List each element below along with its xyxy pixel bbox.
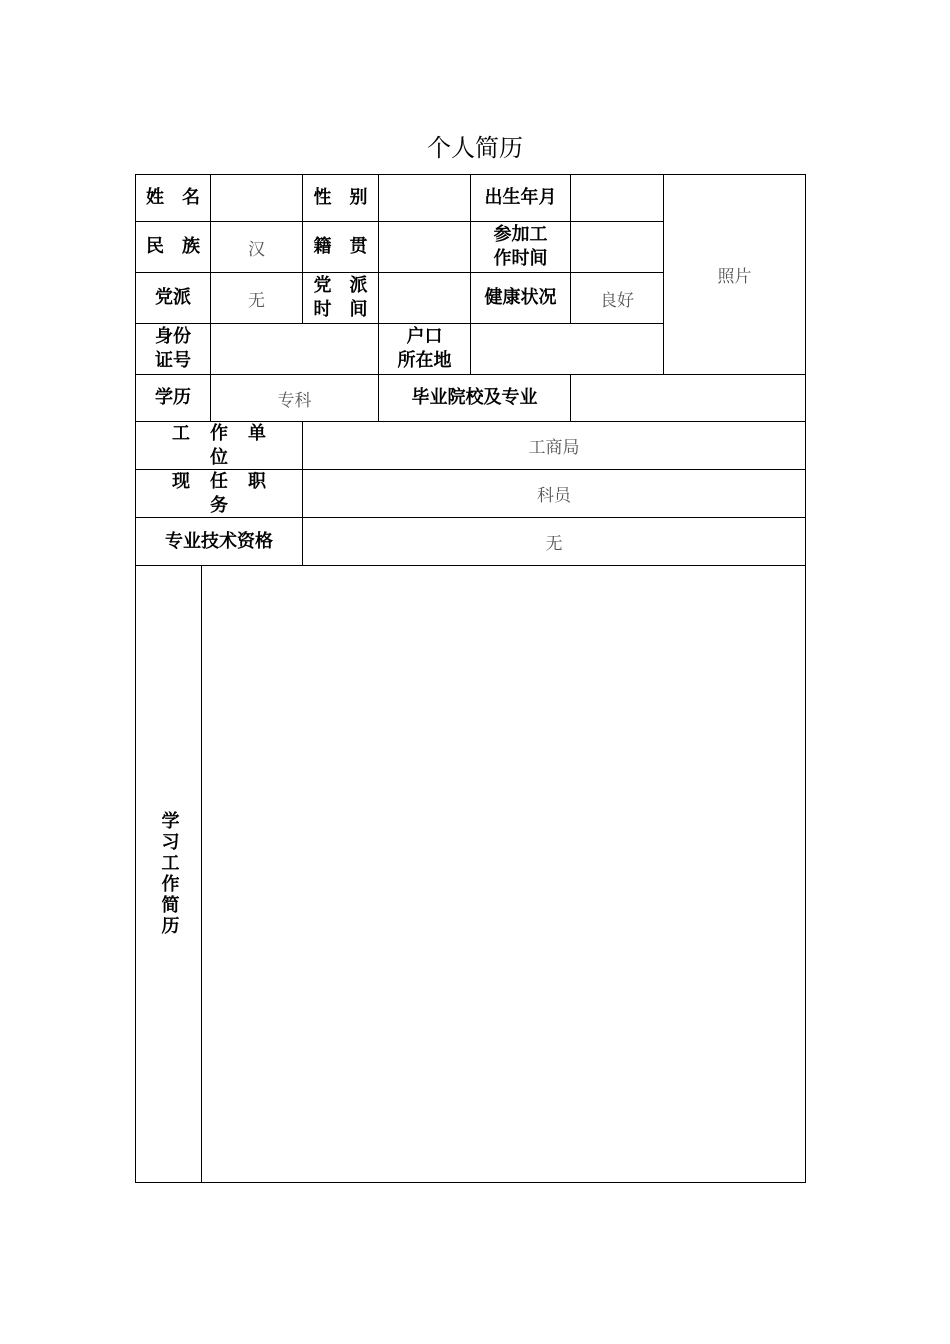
education-label: 学历 — [155, 387, 191, 408]
gender-field[interactable] — [379, 175, 470, 221]
birth-field[interactable] — [571, 175, 663, 221]
name-label: 姓 名 — [146, 187, 200, 208]
health-label: 健康状况 — [484, 287, 557, 308]
party-time-field[interactable] — [379, 273, 470, 323]
gender-label: 性 别 — [313, 187, 368, 208]
table-border-right — [805, 174, 806, 1183]
work-start-label-line1: 参加工 — [493, 224, 548, 245]
ethnicity-field[interactable]: 汉 — [248, 239, 265, 260]
native-place-field[interactable] — [379, 222, 470, 272]
hukou-label-line2: 所在地 — [397, 350, 452, 371]
work-start-field[interactable] — [571, 222, 663, 272]
id-number-label-line2: 证号 — [155, 350, 191, 371]
party-label: 党派 — [155, 287, 191, 308]
hukou-field[interactable] — [471, 324, 663, 374]
history-label — [136, 566, 201, 1182]
school-major-label: 毕业院校及专业 — [411, 387, 538, 408]
id-number-field[interactable] — [211, 324, 378, 374]
page-title: 个人简历 — [427, 134, 523, 162]
position-field[interactable]: 科员 — [537, 486, 571, 506]
photo-placeholder: 照片 — [717, 267, 752, 287]
education-field[interactable]: 专科 — [277, 390, 312, 411]
birth-label: 出生年月 — [484, 187, 557, 208]
qualification-label: 专业技术资格 — [165, 530, 273, 552]
hukou-label-line1: 户口 — [406, 326, 443, 347]
work-start-label — [471, 222, 570, 272]
work-start-label-line2: 作时间 — [493, 248, 548, 269]
native-place-label: 籍 贯 — [313, 236, 368, 257]
id-number-label-line1: 身份 — [155, 326, 191, 347]
party-time-label: 党 派 时 间 — [313, 275, 368, 320]
name-field[interactable] — [211, 175, 302, 221]
hukou-label — [379, 324, 470, 374]
history-label-text: 学习工作简历 — [158, 811, 180, 937]
position-label: 现任职务 — [172, 470, 286, 516]
history-field[interactable] — [202, 566, 805, 1182]
party-field[interactable]: 无 — [248, 290, 265, 311]
employer-field[interactable]: 工商局 — [528, 438, 580, 458]
table-border-bottom — [135, 1182, 806, 1183]
qualification-field[interactable]: 无 — [545, 534, 563, 554]
ethnicity-label: 民 族 — [146, 236, 200, 257]
school-major-field[interactable] — [571, 375, 805, 421]
id-number-label — [136, 324, 210, 374]
health-field[interactable]: 良好 — [600, 290, 634, 311]
employer-label: 工作单位 — [172, 422, 286, 468]
